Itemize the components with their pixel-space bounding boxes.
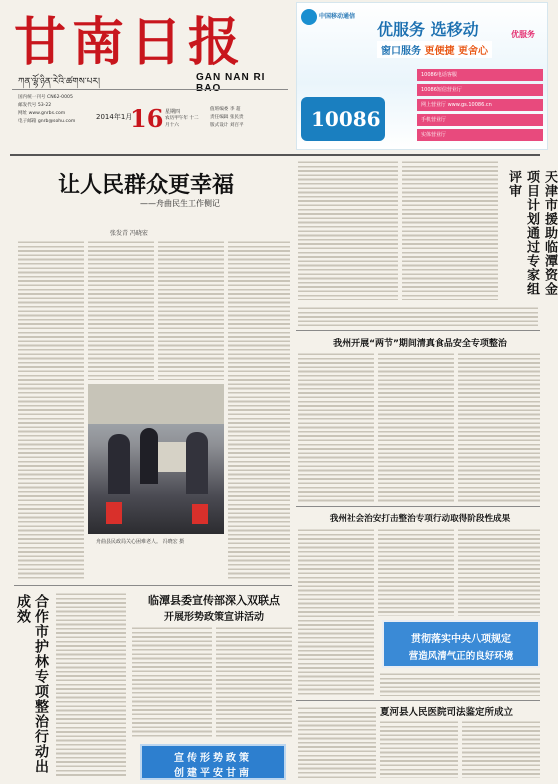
ad-subline [377,41,492,58]
lintan-body [132,626,212,738]
shehui-body [458,528,540,616]
ad-logo-text: 中国移动通信 [319,13,356,20]
photo-stool [106,502,122,524]
masthead [0,0,292,152]
ad-row[interactable]: 手机营业厅 [417,114,543,126]
slogan-line-1: 宣传形势政策 [174,753,252,764]
slogan-line-2: 创建平安甘南 [174,768,252,779]
shehui-headline: 我州社会治安打击整治专项行动取得阶段性成果 [329,514,511,524]
lead-headline: 让人民群众更幸福 [57,172,234,198]
issue-line: 邮发代号 53-22 [18,103,52,108]
ad-row[interactable]: 10086短信营业厅 [417,84,543,96]
tianjin-body [402,160,498,300]
header-divider [10,154,540,156]
shehui-body [298,528,374,696]
shehui-body [378,528,454,616]
issue-info [18,94,92,126]
divider [14,585,292,586]
staff-line: 责任编辑 张民贵 [210,115,244,120]
liangshi-body [378,352,454,502]
staff-line: 值班编委 李 超 [210,107,241,112]
ad-row[interactable]: 实体营业厅 [417,129,543,141]
photo-wall [88,384,224,424]
ad-hotline: 10086 [311,107,381,131]
issue-line: 电子邮箱 gnrb@sohu.com [18,119,76,124]
banner-line-1: 贯彻落实中央八项规定 [411,634,511,645]
lead-subhead: ——舟曲民生工作侧记 [140,199,220,208]
photo-person [108,434,130,494]
issue-line: 国内统一刊号 CN62-0005 [18,95,73,100]
tianjin-body [298,306,538,326]
lead-photo-caption: 舟曲县民政局关心困难老人。 冯晓宏 摄 [96,539,185,545]
photo-person [186,432,208,494]
policy-banner [382,620,540,668]
lintan-headline: 临潭县委宣传部深入双联点 [148,594,280,607]
tianjin-headline: 天津市援助临潭资金项目计划通过专家组评审 [506,170,557,296]
lintan-body [216,626,292,738]
tianjin-body [298,160,398,300]
huli-headline: 合作市护林专项整治行动出成效 [15,594,49,774]
lintan-subhead: 开展形势政策宣讲活动 [164,612,264,623]
date-year-month: 2014年1月 [96,113,133,121]
china-mobile-logo [301,9,317,25]
lead-body-text [88,240,154,380]
divider [296,330,540,331]
staff-list [210,106,290,130]
date-day: 16 [130,104,164,133]
divider [12,89,288,90]
lead-photo [88,384,224,534]
ad-subline-part: 窗口服务 [381,46,421,57]
liangshi-headline: 我州开展“两节”期间清真食品安全专项整治 [333,339,507,349]
ad-row[interactable]: 10086电话客服 [417,69,543,81]
mobile-ad[interactable] [296,2,548,150]
ad-hotline-badge [301,97,385,141]
shehui-body [380,672,540,696]
ad-brand: 优服务 [511,30,535,39]
ad-subline-part: 更便捷 [424,46,455,57]
ad-service-rows [417,69,543,141]
tibetan-title: ཀན་ལྷོ་ཉིན་རེའི་ཚགས་པར། [18,77,100,87]
xiahe-body [380,720,458,778]
liangshi-body [458,352,540,502]
date-weekday: 星期四 [165,109,181,115]
lead-body-text [18,240,84,580]
lead-body-text [228,240,290,580]
photo-stool [192,504,208,524]
liangshi-body [298,352,374,502]
ad-subline-part: 更舍心 [457,46,488,57]
ad-headline: 优服务 选移动 [377,20,479,39]
staff-line: 版式设计 刘百平 [210,123,244,128]
lead-byline: 张发青 冯晓宏 [110,230,148,237]
photo-person [140,428,158,484]
date-lunar: 农历甲午年 十二月十六 [165,116,199,128]
xiahe-body [298,706,376,778]
banner-line-2: 营造风清气正的良好环境 [408,651,514,662]
slogan-banner [140,744,286,780]
lead-body-text [158,240,224,380]
huli-body [56,592,126,778]
pinyin-title: GAN NAN RI [196,72,266,83]
xiahe-body [462,720,540,778]
divider [296,506,540,507]
issue-line: 网址 www.gnrbs.com [18,111,66,116]
newspaper-title: 甘南日报 [14,12,247,73]
ad-row[interactable]: 网上营业厅 www.gs.10086.cn [417,99,543,111]
xiahe-headline: 夏河县人民医院司法鉴定所成立 [380,707,514,718]
divider [296,700,540,701]
